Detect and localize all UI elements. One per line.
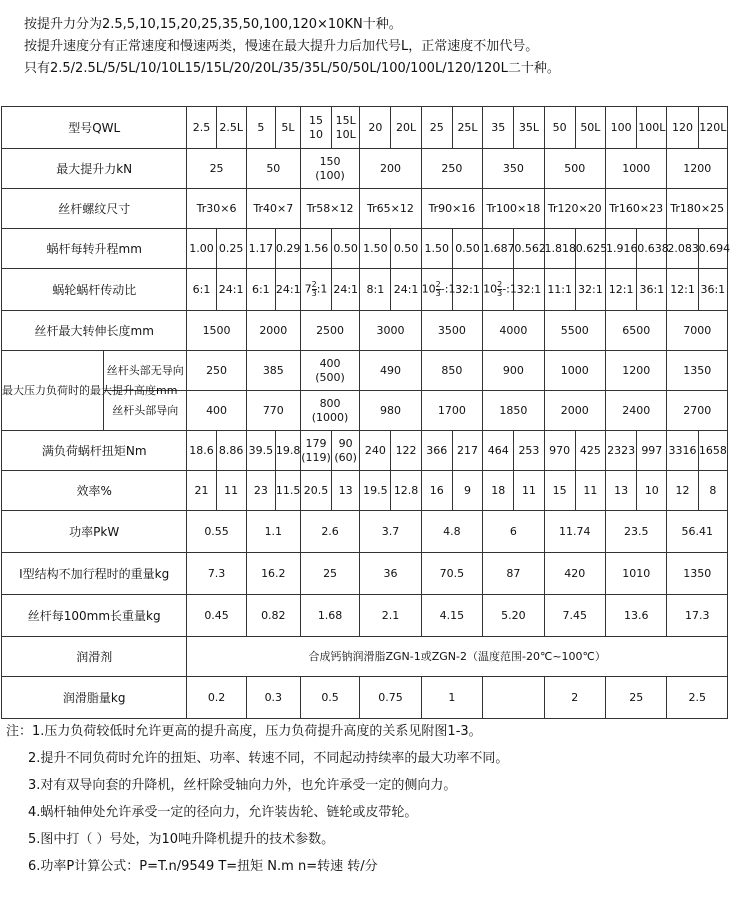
table-value: 56.41 [667,511,728,553]
table-value: 70.5 [421,553,482,595]
table-value: 20.5 [300,471,331,511]
table-value: 770 [246,391,300,431]
row-label: 润滑剂 [2,637,187,677]
table-value: 16 [421,471,452,511]
row-ratio [2,269,728,311]
table-value: 18 [483,471,514,511]
ratio-fraction: 10 $\frac{2}{3}$ -:1 [483,269,514,311]
lubricant-value: 合成钙钠润滑脂ZGN-1或ZGN-2（温度范围-20℃~100℃） [187,637,728,677]
table-value: 12:1 [605,269,636,311]
table-value: 18.6 [187,431,216,471]
table-value: 11.74 [544,511,605,553]
table-value: 0.75 [360,677,421,719]
table-value: 970 [544,431,575,471]
row-label: 满负荷蜗杆扭矩Nm [2,431,187,471]
table-value: 850 [421,351,482,391]
table-value: Tr90×16 [421,189,482,229]
table-value: 0.25 [216,229,246,269]
table-value: 12:1 [667,269,698,311]
table-value: 250 [421,149,482,189]
table-value: Tr58×12 [300,189,359,229]
table-value: 385 [246,351,300,391]
table-value: 3000 [360,311,421,351]
table-value: 1.68 [300,595,359,637]
table-value: 425 [575,431,605,471]
table-value: 250 [187,351,246,391]
table-value: 25 [300,553,359,595]
intro-line-3: 只有2.5/2.5L/5/5L/10/10L15/15L/20/20L/35/35L/50/50L/100/100L/120/120L二十种。 [24,61,560,76]
table-value: 1500 [187,311,246,351]
table-value: 1200 [605,351,666,391]
table-value: 0.638 [637,229,667,269]
fraction: $\frac{2}{3}$ [435,280,441,298]
table-value: 13 [605,471,636,511]
table-value: 1.818 [544,229,575,269]
notes [6,718,508,880]
note-4: 4.蜗杆轴伸处允许承受一定的径向力，允许装齿轮、链轮或皮带轮。 [28,805,418,820]
row-label: 润滑脂量kg [2,677,187,719]
row-label: 最大提升力kN [2,149,187,189]
table-value: 36:1 [637,269,667,311]
table-value: 5500 [544,311,605,351]
table-value: 12.8 [391,471,421,511]
row-label: 型号QWL [2,107,187,149]
ratio-fraction: 10 $\frac{2}{3}$ -:1 [421,269,452,311]
table-value: Tr100×18 [483,189,544,229]
table-value: 8 [698,471,727,511]
table-value: 2500 [300,311,359,351]
notes-prefix: 注： [6,724,33,739]
row-no-guide [2,351,728,391]
table-value: 3500 [421,311,482,351]
table-value: 15L 10L [332,107,360,149]
table-value: 19.5 [360,471,391,511]
table-value [483,677,544,719]
table-value: 1000 [605,149,666,189]
row-label: 蜗轮蜗杆传动比 [2,269,187,311]
table-value: 32:1 [514,269,544,311]
table-value: 150 (100) [300,149,359,189]
table-value: 11:1 [544,269,575,311]
table-value: 10 [637,471,667,511]
table-value: 500 [544,149,605,189]
table-value: 9 [452,471,482,511]
row-label: 丝杆最大转伸长度mm [2,311,187,351]
table-value: 420 [544,553,605,595]
row-efficiency [2,471,728,511]
table-value: 217 [452,431,482,471]
table-value: 24:1 [332,269,360,311]
table-value: 4.15 [421,595,482,637]
table-value: 7.3 [187,553,246,595]
table-value: 7.45 [544,595,605,637]
table-value: 1.17 [246,229,275,269]
row-label: 丝杆螺纹尺寸 [2,189,187,229]
table-value: 35 [483,107,514,149]
row-torque [2,431,728,471]
table-value: 23.5 [605,511,666,553]
table-value: 15 10 [300,107,331,149]
table-value: 25L [452,107,482,149]
table-value: 490 [360,351,421,391]
fraction: $\frac{2}{3}$ [311,280,317,298]
note-5: 5.图中打（ ）号处，为10吨升降机提升的技术参数。 [28,832,335,847]
table-value: 1350 [667,553,728,595]
table-value: 400 [187,391,246,431]
table-value: 25 [605,677,666,719]
table-value: 253 [514,431,544,471]
row-label: 效率% [2,471,187,511]
table-value: 24:1 [391,269,421,311]
table-value: 900 [483,351,544,391]
intro-text [24,14,560,80]
table-value: 2323 [605,431,636,471]
table-value: 50 [544,107,575,149]
row-label: 功率PkW [2,511,187,553]
table-value: 5L [275,107,300,149]
table-value: 2.1 [360,595,421,637]
table-value: Tr180×25 [667,189,728,229]
intro-line-1: 按提升力分为2.5,5,10,15,20,25,35,50,100,120×10KN十种。 [24,17,402,32]
table-value: 35L [514,107,544,149]
table-value: 12 [667,471,698,511]
table-value: 6:1 [187,269,216,311]
table-value: 6 [483,511,544,553]
table-value: 2.5L [216,107,246,149]
table-value: Tr30×6 [187,189,246,229]
table-value: 350 [483,149,544,189]
table-value: 1658 [698,431,727,471]
table-value: 2.6 [300,511,359,553]
table-value: 1200 [667,149,728,189]
table-value: 6:1 [246,269,275,311]
table-value: 5 [246,107,275,149]
table-value: 21 [187,471,216,511]
table-value: 17.3 [667,595,728,637]
table-value: 25 [421,107,452,149]
note-3: 3.对有双导向套的升降机，丝杆除受轴向力外，也允许承受一定的侧向力。 [28,778,457,793]
table-value: 15 [544,471,575,511]
table-value: 13.6 [605,595,666,637]
table-value: 50L [575,107,605,149]
table-value: 2400 [605,391,666,431]
table-value: 0.45 [187,595,246,637]
table-value: 39.5 [246,431,275,471]
table-value: 24:1 [216,269,246,311]
table-value: 0.2 [187,677,246,719]
table-value: 2000 [544,391,605,431]
table-value: 36:1 [698,269,727,311]
note-2: 2.提升不同负荷时允许的扭矩、功率、转速不同，不同起动持续率的最大功率不同。 [28,751,509,766]
table-value: 2 [544,677,605,719]
row-label: I型结构不加行程时的重量kg [2,553,187,595]
table-value: 100L [637,107,667,149]
table-value: 7000 [667,311,728,351]
table-value: 0.50 [452,229,482,269]
table-value: 1700 [421,391,482,431]
table-value: 4000 [483,311,544,351]
guide-label: 丝杆头部导向 [104,391,187,431]
table-value: 8:1 [360,269,391,311]
table-value: 6500 [605,311,666,351]
table-value: Tr40×7 [246,189,300,229]
table-value: 5.20 [483,595,544,637]
table-value: 0.82 [246,595,300,637]
table-value: 13 [332,471,360,511]
table-value: 0.625 [575,229,605,269]
table-value: 0.3 [246,677,300,719]
table-value: 1010 [605,553,666,595]
table-value: 11.5 [275,471,300,511]
table-value: 3.7 [360,511,421,553]
note-1: 注：1.压力负荷较低时允许更高的提升高度，压力负荷提升高度的关系见附图1-3。 [6,724,482,739]
table-value: 0.55 [187,511,246,553]
table-value: 120 [667,107,698,149]
table-value: 0.50 [391,229,421,269]
table-value: 32:1 [452,269,482,311]
table-value: 1.1 [246,511,300,553]
row-lubricant [2,637,728,677]
table-value: 32:1 [575,269,605,311]
table-value: 240 [360,431,391,471]
table-value: 0.694 [698,229,727,269]
table-value: 11 [216,471,246,511]
table-value: 2700 [667,391,728,431]
table-value: 800 (1000) [300,391,359,431]
table-value: 464 [483,431,514,471]
table-value: 4.8 [421,511,482,553]
table-value: 1.50 [360,229,391,269]
spec-table [1,106,728,719]
table-value: 120L [698,107,727,149]
table-value: 179 (119) [300,431,331,471]
table-value: 90 (60) [332,431,360,471]
table-value: Tr120×20 [544,189,605,229]
table-value: 8.86 [216,431,246,471]
table-value: 1.687 [483,229,514,269]
table-value: 0.562 [514,229,544,269]
table-value: 23 [246,471,275,511]
table-value: 1.916 [605,229,636,269]
table-value: 980 [360,391,421,431]
table-value: 11 [575,471,605,511]
table-value: 3316 [667,431,698,471]
row-grease [2,677,728,719]
row-screw-weight [2,595,728,637]
table-value: 997 [637,431,667,471]
table-value: 50 [246,149,300,189]
table-value: 2.5 [187,107,216,149]
row-weight [2,553,728,595]
table-value: 2000 [246,311,300,351]
table-value: 1 [421,677,482,719]
row-max-lift [2,149,728,189]
intro-line-2: 按提升速度分有正常速度和慢速两类，慢速在最大提升力后加代号L，正常速度不加代号。 [24,39,539,54]
table-value: 16.2 [246,553,300,595]
table-value: 36 [360,553,421,595]
table-value: 366 [421,431,452,471]
table-value: 122 [391,431,421,471]
table-value: 1350 [667,351,728,391]
row-thread [2,189,728,229]
table-value: Tr65×12 [360,189,421,229]
row-max-extension [2,311,728,351]
note-6: 6.功率P计算公式：P=T.n/9549 T=扭矩 N.m n=转速 转/分 [28,859,378,874]
table-value: 400 (500) [300,351,359,391]
table-value: 20L [391,107,421,149]
ratio-fraction: 7 $\frac{2}{3}$ :1 [300,269,331,311]
table-value: 0.5 [300,677,359,719]
table-value: 24:1 [275,269,300,311]
table-value: Tr160×23 [605,189,666,229]
row-label: 蜗杆每转升程mm [2,229,187,269]
table-value: 1.00 [187,229,216,269]
table-value: 20 [360,107,391,149]
no-guide-label: 丝杆头部无导向 [104,351,187,391]
table-value: 1850 [483,391,544,431]
table-value: 2.083 [667,229,698,269]
table-value: 2.5 [667,677,728,719]
table-value: 1000 [544,351,605,391]
pressure-label: 最大压力负荷时的最大提升高度mm [2,351,104,431]
fraction: $\frac{2}{3}$ [497,280,503,298]
table-value: 100 [605,107,636,149]
table-value: 11 [514,471,544,511]
table-value: 0.29 [275,229,300,269]
table-value: 1.50 [421,229,452,269]
row-travel [2,229,728,269]
table-value: 0.50 [332,229,360,269]
table-value: 25 [187,149,246,189]
row-model [2,107,728,149]
row-power [2,511,728,553]
table-value: 87 [483,553,544,595]
row-label: 丝杆每100mm长重量kg [2,595,187,637]
table-value: 200 [360,149,421,189]
table-value: 19.8 [275,431,300,471]
table-value: 1.56 [300,229,331,269]
